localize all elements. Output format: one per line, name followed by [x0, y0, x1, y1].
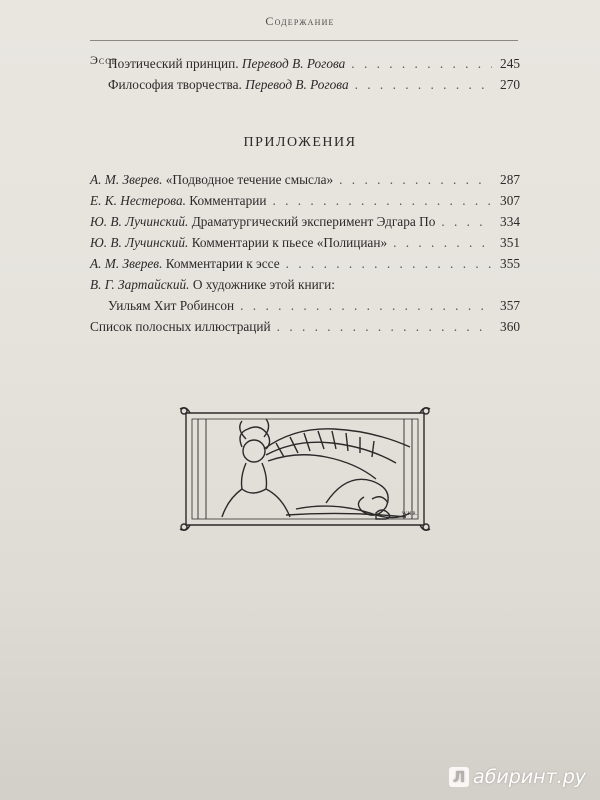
page-number: 351 — [500, 235, 520, 250]
entry-title: «Подводное течение смысла» — [162, 172, 334, 187]
essays-section-label: Эссе — [90, 53, 118, 67]
leader-dots — [351, 56, 492, 72]
artist-signature: W.H.R. — [402, 512, 417, 517]
entry-translator: Перевод В. Рогова — [245, 77, 349, 92]
running-head: Содержание — [265, 14, 335, 28]
leader-dots — [286, 256, 492, 272]
entry-author: Ю. В. Лучинский. — [90, 235, 189, 250]
labirint-watermark — [449, 766, 586, 788]
watermark-text: абиринт.ру — [473, 766, 586, 788]
toc-entry — [90, 193, 520, 209]
toc-entry — [90, 214, 520, 230]
leader-dots — [240, 298, 492, 314]
entry-translator: Перевод В. Рогова — [241, 56, 346, 71]
entry-title: Философия творчества. — [108, 77, 246, 92]
entry-title: Уильям Хит Робинсон — [108, 298, 235, 313]
leader-dots — [277, 319, 492, 335]
entry-title: Поэтический принцип. — [108, 56, 242, 71]
entry-title: Список полосных иллюстраций — [90, 319, 271, 334]
appendix-title: ПРИЛОЖЕНИЯ — [243, 135, 357, 150]
toc-entry — [90, 256, 520, 272]
entry-title: Комментарии к пьесе «Полициан» — [188, 235, 388, 250]
art-nouveau-vignette — [176, 403, 434, 535]
entry-title: Комментарии — [185, 193, 267, 208]
entry-author: А. М. Зверев. — [90, 256, 163, 271]
page-number: 355 — [500, 256, 520, 271]
leader-dots — [272, 193, 492, 209]
page-number: 307 — [500, 193, 520, 208]
toc-entry — [108, 56, 520, 72]
page-number: 360 — [500, 319, 520, 334]
toc-entry — [108, 77, 520, 93]
entry-title: Драматургический эксперимент Эдгара По — [188, 214, 436, 229]
header-rule — [90, 40, 518, 41]
toc-entry — [90, 172, 520, 188]
entry-author: В. Г. Зартайский. — [90, 277, 190, 292]
labirint-logo-icon: Л — [449, 767, 469, 787]
entry-author: А. М. Зверев. — [90, 172, 163, 187]
page-number: 357 — [500, 298, 520, 313]
page-number: 287 — [500, 172, 520, 187]
toc-entry-continuation — [108, 298, 520, 314]
page-number: 245 — [500, 56, 520, 71]
entry-author: Е. К. Нестерова. — [90, 193, 186, 208]
page-number: 270 — [500, 77, 520, 92]
leader-dots — [441, 214, 492, 230]
toc-entry-first-line — [90, 277, 335, 293]
entry-title: Комментарии к эссе — [162, 256, 280, 271]
page-number: 334 — [500, 214, 520, 229]
entry-title: О художнике этой книги: — [189, 277, 335, 292]
toc-entry — [90, 235, 520, 251]
leader-dots — [355, 77, 492, 93]
leader-dots — [393, 235, 492, 251]
leader-dots — [339, 172, 492, 188]
entry-author: Ю. В. Лучинский. — [90, 214, 189, 229]
toc-entry — [90, 319, 520, 335]
